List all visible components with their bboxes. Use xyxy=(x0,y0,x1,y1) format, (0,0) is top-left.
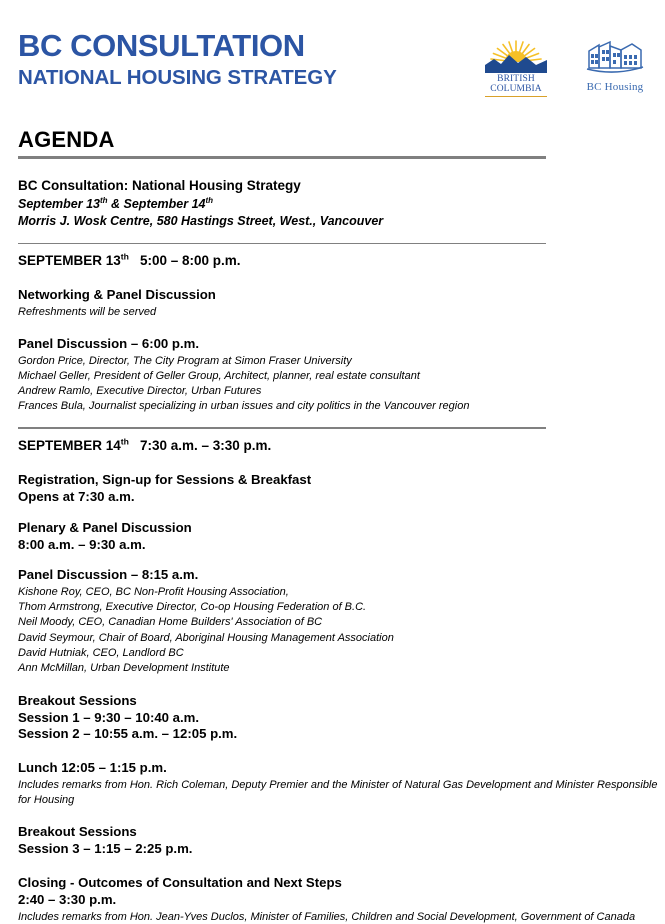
bc-housing-buildings-icon xyxy=(585,38,645,78)
list-item: Andrew Ramlo, Executive Director, Urban Futures xyxy=(18,385,262,398)
day-header-2 xyxy=(18,438,665,455)
block-title: Plenary & Panel Discussion xyxy=(18,519,192,535)
page-subtitle: NATIONAL HOUSING STRATEGY xyxy=(18,65,337,89)
agenda-block xyxy=(18,287,665,319)
day-label-1: SEPTEMBER 13 xyxy=(18,253,121,269)
event-dates-prefix: September 13 xyxy=(18,197,100,212)
day-label-sup-1: th xyxy=(120,251,129,262)
british-columbia-logo xyxy=(480,38,552,97)
block-note: Includes remarks from Hon. Rich Coleman, Deputy Premier and the Minister of Natural Gas Development and Minister Responsible for Housing xyxy=(18,779,658,806)
bc-gov-line-1: BRITISH xyxy=(497,74,535,84)
block-title: Breakout Sessions xyxy=(18,824,137,840)
block-line: 8:00 a.m. – 9:30 a.m. xyxy=(18,536,146,552)
list-item: David Seymour, Chair of Board, Aboriginal Housing Management Association xyxy=(18,631,394,644)
panelist-list xyxy=(18,585,665,675)
spacer xyxy=(18,230,665,243)
agenda-block xyxy=(18,693,665,744)
agenda-block xyxy=(18,824,665,858)
block-title: Panel Discussion – 6:00 p.m. xyxy=(18,336,200,352)
spacer xyxy=(18,414,665,427)
agenda-block xyxy=(18,875,665,924)
page-title: BC CONSULTATION xyxy=(18,28,305,63)
agenda-block xyxy=(18,520,665,554)
block-line: Session 2 – 10:55 a.m. – 12:05 p.m. xyxy=(18,726,238,742)
bc-gov-gold-rule xyxy=(485,96,547,98)
day-divider-rule-1 xyxy=(18,243,546,245)
list-item: Michael Geller, President of Geller Group, Architect, planner, real estate consultant xyxy=(18,370,420,383)
event-dates-sup-1: th xyxy=(99,195,108,205)
day-divider-rule-2 xyxy=(18,427,546,429)
block-title: Closing - Outcomes of Consultation and Next Steps xyxy=(18,875,342,891)
list-item: Ann McMillan, Urban Development Institute xyxy=(18,661,230,674)
bc-housing-logo xyxy=(576,38,654,93)
list-item: Neil Moody, CEO, Canadian Home Builders' Association of BC xyxy=(18,616,323,629)
list-item: Thom Armstrong, Executive Director, Co-op Housing Federation of B.C. xyxy=(18,601,367,614)
block-line: Session 1 – 9:30 – 10:40 a.m. xyxy=(18,709,200,725)
logo-group xyxy=(480,38,654,97)
day-time-1: 5:00 – 8:00 p.m. xyxy=(139,253,241,269)
agenda-heading-rule xyxy=(18,156,546,159)
bc-housing-wordmark: BC Housing xyxy=(586,81,644,93)
block-title: Lunch 12:05 – 1:15 p.m. xyxy=(18,760,167,776)
list-item: David Hutniak, CEO, Landlord BC xyxy=(18,646,184,659)
agenda-heading: AGENDA xyxy=(18,127,115,152)
block-title: Panel Discussion – 8:15 a.m. xyxy=(18,567,199,583)
bc-gov-line-2: COLUMBIA xyxy=(490,83,542,94)
event-dates-sup-2: th xyxy=(205,195,214,205)
block-line: Opens at 7:30 a.m. xyxy=(18,488,135,504)
event-dates xyxy=(18,196,665,212)
agenda-block xyxy=(18,567,665,675)
block-line: 2:40 – 3:30 p.m. xyxy=(18,891,117,907)
block-note: Refreshments will be served xyxy=(18,305,157,318)
block-note: Includes remarks from Hon. Jean-Yves Duclos, Minister of Families, Children and Social Development, Government of Canada xyxy=(18,910,636,923)
bc-sun-mountain-icon xyxy=(480,38,552,74)
list-item: Gordon Price, Director, The City Program at Simon Fraser University xyxy=(18,355,352,368)
event-dates-middle: & September 14 xyxy=(107,197,206,212)
block-title: Registration, Sign-up for Sessions & Breakfast xyxy=(18,471,312,487)
document-body xyxy=(0,128,665,924)
list-item: Frances Bula, Journalist specializing in urban issues and city politics in the Vancouver region xyxy=(18,400,470,413)
bc-gov-wordmark xyxy=(480,75,552,95)
document-header xyxy=(0,0,665,92)
event-venue: Morris J. Wosk Centre, 580 Hastings Street, West., Vancouver xyxy=(18,214,384,229)
agenda-block xyxy=(18,472,665,506)
day-header-1 xyxy=(18,253,665,270)
day-time-2: 7:30 a.m. – 3:30 p.m. xyxy=(139,437,272,453)
day-label-2: SEPTEMBER 14 xyxy=(18,437,121,453)
panelist-list xyxy=(18,354,665,414)
list-item: Kishone Roy, CEO, BC Non-Profit Housing Association, xyxy=(18,586,289,599)
block-line: Session 3 – 1:15 – 2:25 p.m. xyxy=(18,841,193,857)
block-title: Networking & Panel Discussion xyxy=(18,286,216,302)
agenda-block xyxy=(18,336,665,414)
day-label-sup-2: th xyxy=(120,436,129,447)
event-title: BC Consultation: National Housing Strategy xyxy=(18,178,301,194)
agenda-block xyxy=(18,760,665,807)
block-title: Breakout Sessions xyxy=(18,692,137,708)
